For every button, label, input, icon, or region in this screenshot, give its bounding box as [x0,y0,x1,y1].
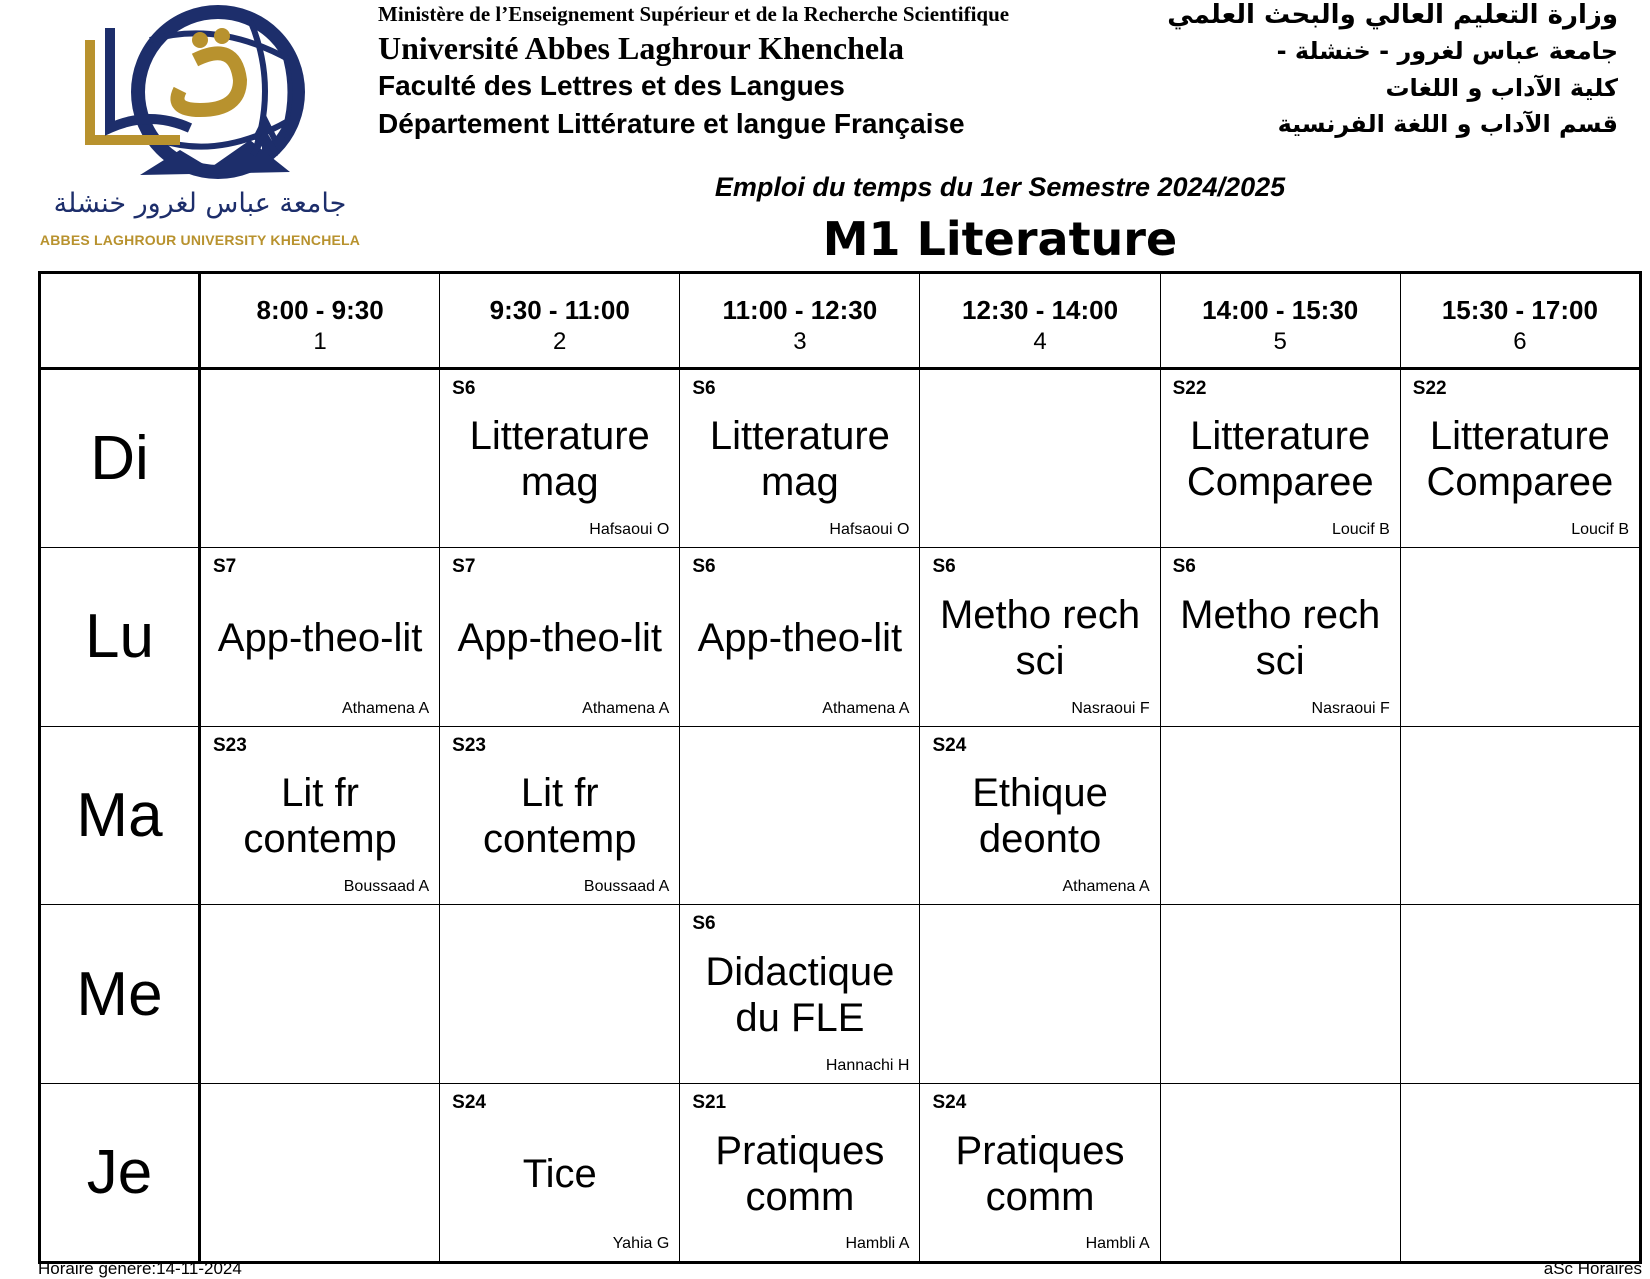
teacher-label: Loucif B [1331,520,1390,538]
room-label: S24 [932,734,967,756]
empty-cell [1400,547,1640,726]
lesson-cell [440,369,680,548]
empty-cell [200,369,440,548]
lesson-cell [440,1084,680,1263]
teacher-label: Loucif B [1571,520,1629,538]
slot-time: 12:30 - 14:00 [961,295,1119,325]
room-label: S21 [692,1092,727,1114]
empty-cell [1400,726,1640,905]
teacher-label: Athamena A [341,699,430,717]
teacher-label: Nasraoui F [1071,699,1150,717]
slot-number: 3 [793,328,807,355]
slot-time: 9:30 - 11:00 [489,295,630,325]
slot-header-4 [920,273,1160,369]
teacher-label: Boussaad A [583,878,670,896]
logo-arabic-name: جامعة عباس لغرور خنشلة [53,188,347,219]
corner-cell [40,273,200,369]
day-label: Me [40,905,200,1084]
lesson-cell [1400,369,1640,548]
university-logo-icon [50,0,350,185]
room-label: S6 [692,378,716,399]
lesson-cell [1160,369,1400,548]
day-row [40,726,1641,905]
semester-title: Emploi du temps du 1er Semestre 2024/2025 [714,172,1286,202]
slot-number: 2 [553,328,567,355]
day-row [40,905,1641,1084]
subject-label: Lit fr contemp [243,771,397,862]
subject-label: Metho rech sci [1180,592,1381,683]
teacher-label: Yahia G [612,1235,670,1252]
ministry-fr: Ministère de l’Enseignement Supérieur et de la Recherche Scientifique [378,2,1010,26]
teacher-label: Athamena A [582,699,670,717]
room-label: S23 [213,734,247,756]
slot-header-3 [680,273,920,369]
empty-cell [440,905,680,1084]
subject-label: Litterature mag [709,414,890,505]
subject-label: Lit fr contemp [483,771,637,862]
generated-date: Horaire généré:14-11-2024 [38,1259,242,1278]
teacher-label: Athamena A [1062,878,1150,896]
day-label: Je [40,1084,200,1263]
subject-label: App-theo-lit [217,615,423,660]
day-label: Ma [40,726,200,905]
teacher-label: Hambli A [1085,1235,1150,1252]
room-label: S6 [452,378,476,399]
slot-time: 14:00 - 15:30 [1202,295,1359,325]
logo-latin-name: ABBES LAGHROUR UNIVERSITY KHENCHELA [39,232,361,248]
subject-label: App-theo-lit [457,615,663,660]
room-label: S22 [1412,378,1447,399]
ministry-ar: وزارة التعليم العالي والبحث العلمي [1167,0,1618,30]
software-credit: aSc Horaires [1543,1259,1642,1278]
subject-label: Litterature Comparee [1426,414,1614,505]
slot-number: 5 [1273,328,1287,355]
empty-cell [920,369,1160,548]
lesson-cell [680,905,920,1084]
university-fr: Université Abbes Laghrour Khenchela [378,30,904,66]
slot-header-6 [1400,273,1640,369]
day-label: Di [40,369,200,548]
slot-number: 4 [1033,328,1047,355]
empty-cell [1160,1084,1400,1263]
lesson-cell [680,369,920,548]
university-ar: جامعة عباس لغرور - خنشلة - [1276,37,1618,65]
room-label: S24 [452,1092,486,1114]
lesson-cell [920,1084,1160,1263]
teacher-label: Athamena A [822,699,910,717]
subject-label: Pratiques comm [715,1128,885,1219]
department-ar: قسم الآداب و اللغة الفرنسية [1277,110,1618,138]
lesson-cell [440,547,680,726]
subject-label: Didactique du FLE [705,950,895,1041]
subject-label: App-theo-lit [697,615,903,660]
lesson-cell [680,1084,920,1263]
subject-label: Pratiques comm [955,1128,1125,1219]
university-logo [22,0,361,255]
day-row [40,1084,1641,1263]
subject-label: Litterature Comparee [1186,414,1374,505]
subject-label: Tice [522,1151,597,1196]
class-title: M1 Literature [822,212,1178,266]
slot-time: 8:00 - 9:30 [256,295,384,325]
empty-cell [920,905,1160,1084]
slot-time: 15:30 - 17:00 [1441,295,1598,325]
empty-cell [1160,726,1400,905]
day-row [40,547,1641,726]
subject-label: Metho rech sci [939,592,1141,683]
subject-label: Ethique deonto [972,771,1108,862]
slot-header-1 [200,273,440,369]
subject-label: Litterature mag [469,414,650,505]
teacher-label: Hafsaoui O [829,520,910,538]
timetable-header-row [40,273,1641,369]
slot-header-2 [440,273,680,369]
timetable-body [40,369,1641,1263]
slot-time: 11:00 - 12:30 [722,295,878,325]
lesson-cell [920,547,1160,726]
faculty-fr: Faculté des Lettres et des Langues [378,70,845,101]
day-label: Lu [40,547,200,726]
room-label: S6 [932,555,956,577]
empty-cell [1400,1084,1640,1263]
room-label: S22 [1172,378,1207,399]
teacher-label: Boussaad A [343,878,430,896]
room-label: S7 [213,555,237,577]
department-fr: Département Littérature et langue Française [378,108,965,139]
lesson-cell [200,726,440,905]
room-label: S6 [692,913,716,935]
teacher-label: Hannachi H [825,1057,910,1075]
teacher-label: Hambli A [845,1235,910,1252]
lesson-cell [1160,547,1400,726]
empty-cell [680,726,920,905]
room-label: S6 [1172,555,1196,577]
room-label: S6 [692,555,716,577]
slot-header-5 [1160,273,1400,369]
room-label: S23 [452,734,486,756]
slot-number: 1 [313,328,327,355]
teacher-label: Hafsaoui O [589,520,670,538]
empty-cell [200,1084,440,1263]
room-label: S7 [452,555,476,577]
room-label: S24 [932,1092,967,1114]
teacher-label: Nasraoui F [1311,699,1390,717]
slot-number: 6 [1513,328,1527,355]
faculty-ar: كلية الآداب و اللغات [1385,74,1618,102]
empty-cell [1400,905,1640,1084]
lesson-cell [440,726,680,905]
lesson-cell [680,547,920,726]
timetable-grid [38,271,1642,1264]
empty-cell [1160,905,1400,1084]
empty-cell [200,905,440,1084]
day-row [40,369,1641,548]
lesson-cell [200,547,440,726]
lesson-cell [920,726,1160,905]
